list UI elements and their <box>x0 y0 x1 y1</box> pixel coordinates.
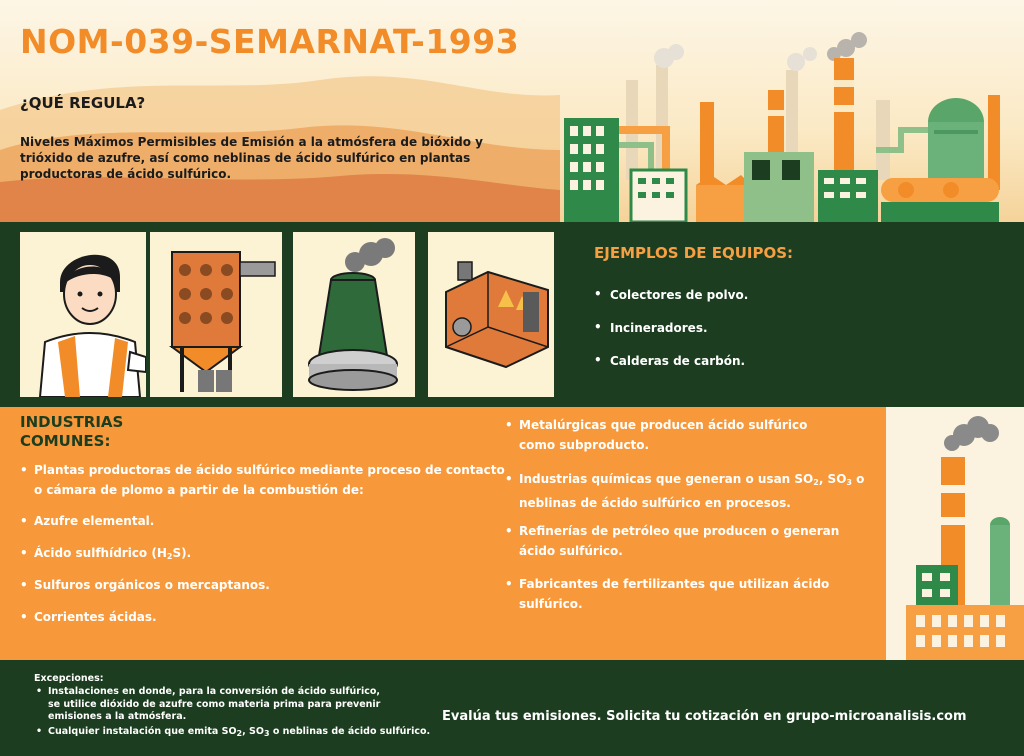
industries-section <box>0 407 886 660</box>
source-item-azufre: • Azufre elemental. <box>34 511 154 531</box>
subscript: 2 <box>236 729 243 738</box>
exceptions-heading: Excepciones: <box>34 673 104 684</box>
coal-boiler-illustration <box>428 232 554 397</box>
exception-item <box>48 726 430 741</box>
subscript: 2 <box>166 552 173 561</box>
industries-heading <box>20 413 123 451</box>
source-text: S). <box>172 546 192 560</box>
regulates-heading: ¿QUÉ REGULA? <box>20 94 146 112</box>
equipment-section <box>0 222 1024 407</box>
source-item-sulfuros: • Sulfuros orgánicos o mercaptanos. <box>34 575 270 595</box>
industry-text: • Metalúrgicas que producen ácido sulfúrico <box>519 418 808 432</box>
industry-item-quimicas <box>519 469 864 513</box>
equipment-item: • Incineradores. <box>594 321 748 335</box>
source-item-acido <box>34 543 191 567</box>
industry-item-metalurgicas <box>519 415 807 455</box>
exception-text: emisiones a la atmósfera. <box>48 711 187 722</box>
industry-text: Industrias químicas que generan o usan SO <box>519 472 814 486</box>
equipment-list <box>594 288 748 387</box>
equipment-list-panel <box>564 222 1024 407</box>
footer-section <box>0 660 1024 756</box>
equipment-item: • Colectores de polvo. <box>594 288 748 302</box>
call-to-action: Evalúa tus emisiones. Solicita tu cotización en grupo-microanalisis.com <box>442 709 967 724</box>
source-text: Ácido sulfhídrico (H <box>34 546 167 560</box>
page-title: NOM-039-SEMARNAT-1993 <box>20 22 520 61</box>
industry-text: • Plantas productoras de ácido sulfúrico mediante proceso de contacto <box>34 463 505 477</box>
subscript: 3 <box>846 478 852 487</box>
subscript: 3 <box>263 729 270 738</box>
industry-item-contact-process <box>34 460 505 500</box>
industry-text: como subproducto. <box>519 438 650 452</box>
factory-side-illustration <box>886 407 1024 660</box>
industries-heading-line: COMUNES: <box>20 432 111 450</box>
header-section <box>0 0 1024 222</box>
industries-heading-line: INDUSTRIAS <box>20 413 124 431</box>
exception-text: Cualquier instalación que emita SO <box>48 726 237 737</box>
industry-item-fertilizantes: • Fabricantes de fertilizantes que utilizan ácido sulfúrico. <box>519 574 886 614</box>
exception-text: • Instalaciones en donde, para la conversión de ácido sulfúrico, <box>48 686 381 697</box>
exception-text: o neblinas de ácido sulfúrico. <box>269 726 431 737</box>
exception-text: se utilice dióxido de azufre como materia prima para prevenir <box>48 698 381 710</box>
industry-text: neblinas de ácido sulfúrico en procesos. <box>519 496 791 510</box>
subscript: 2 <box>813 478 819 487</box>
incinerator-illustration <box>293 232 415 397</box>
industry-text: o cámara de plomo a partir de la combustión de: <box>34 483 364 497</box>
worker-illustration <box>20 232 146 397</box>
factory-side-panel <box>886 407 1024 660</box>
exception-item <box>48 686 380 724</box>
industry-text: ácido sulfúrico. <box>519 544 623 558</box>
industry-item-refinerias <box>519 521 839 561</box>
industry-text: o <box>851 472 865 486</box>
dust-collector-illustration <box>150 232 282 397</box>
regulates-description: Niveles Máximos Permisibles de Emisión a la atmósfera de bióxido y trióxido de azufre, así como neblinas de ácido sulfúrico en plantas productoras de ácido sulfúrico. <box>20 135 483 181</box>
exception-text: , SO <box>242 726 264 737</box>
source-item-corrientes: • Corrientes ácidas. <box>34 607 157 627</box>
factory-skyline-illustration <box>556 30 1024 222</box>
equipment-item: • Calderas de carbón. <box>594 354 748 368</box>
equipment-heading: EJEMPLOS DE EQUIPOS: <box>594 244 794 262</box>
industry-text: , SO <box>818 472 847 486</box>
industry-text: • Refinerías de petróleo que producen o generan <box>519 524 840 538</box>
